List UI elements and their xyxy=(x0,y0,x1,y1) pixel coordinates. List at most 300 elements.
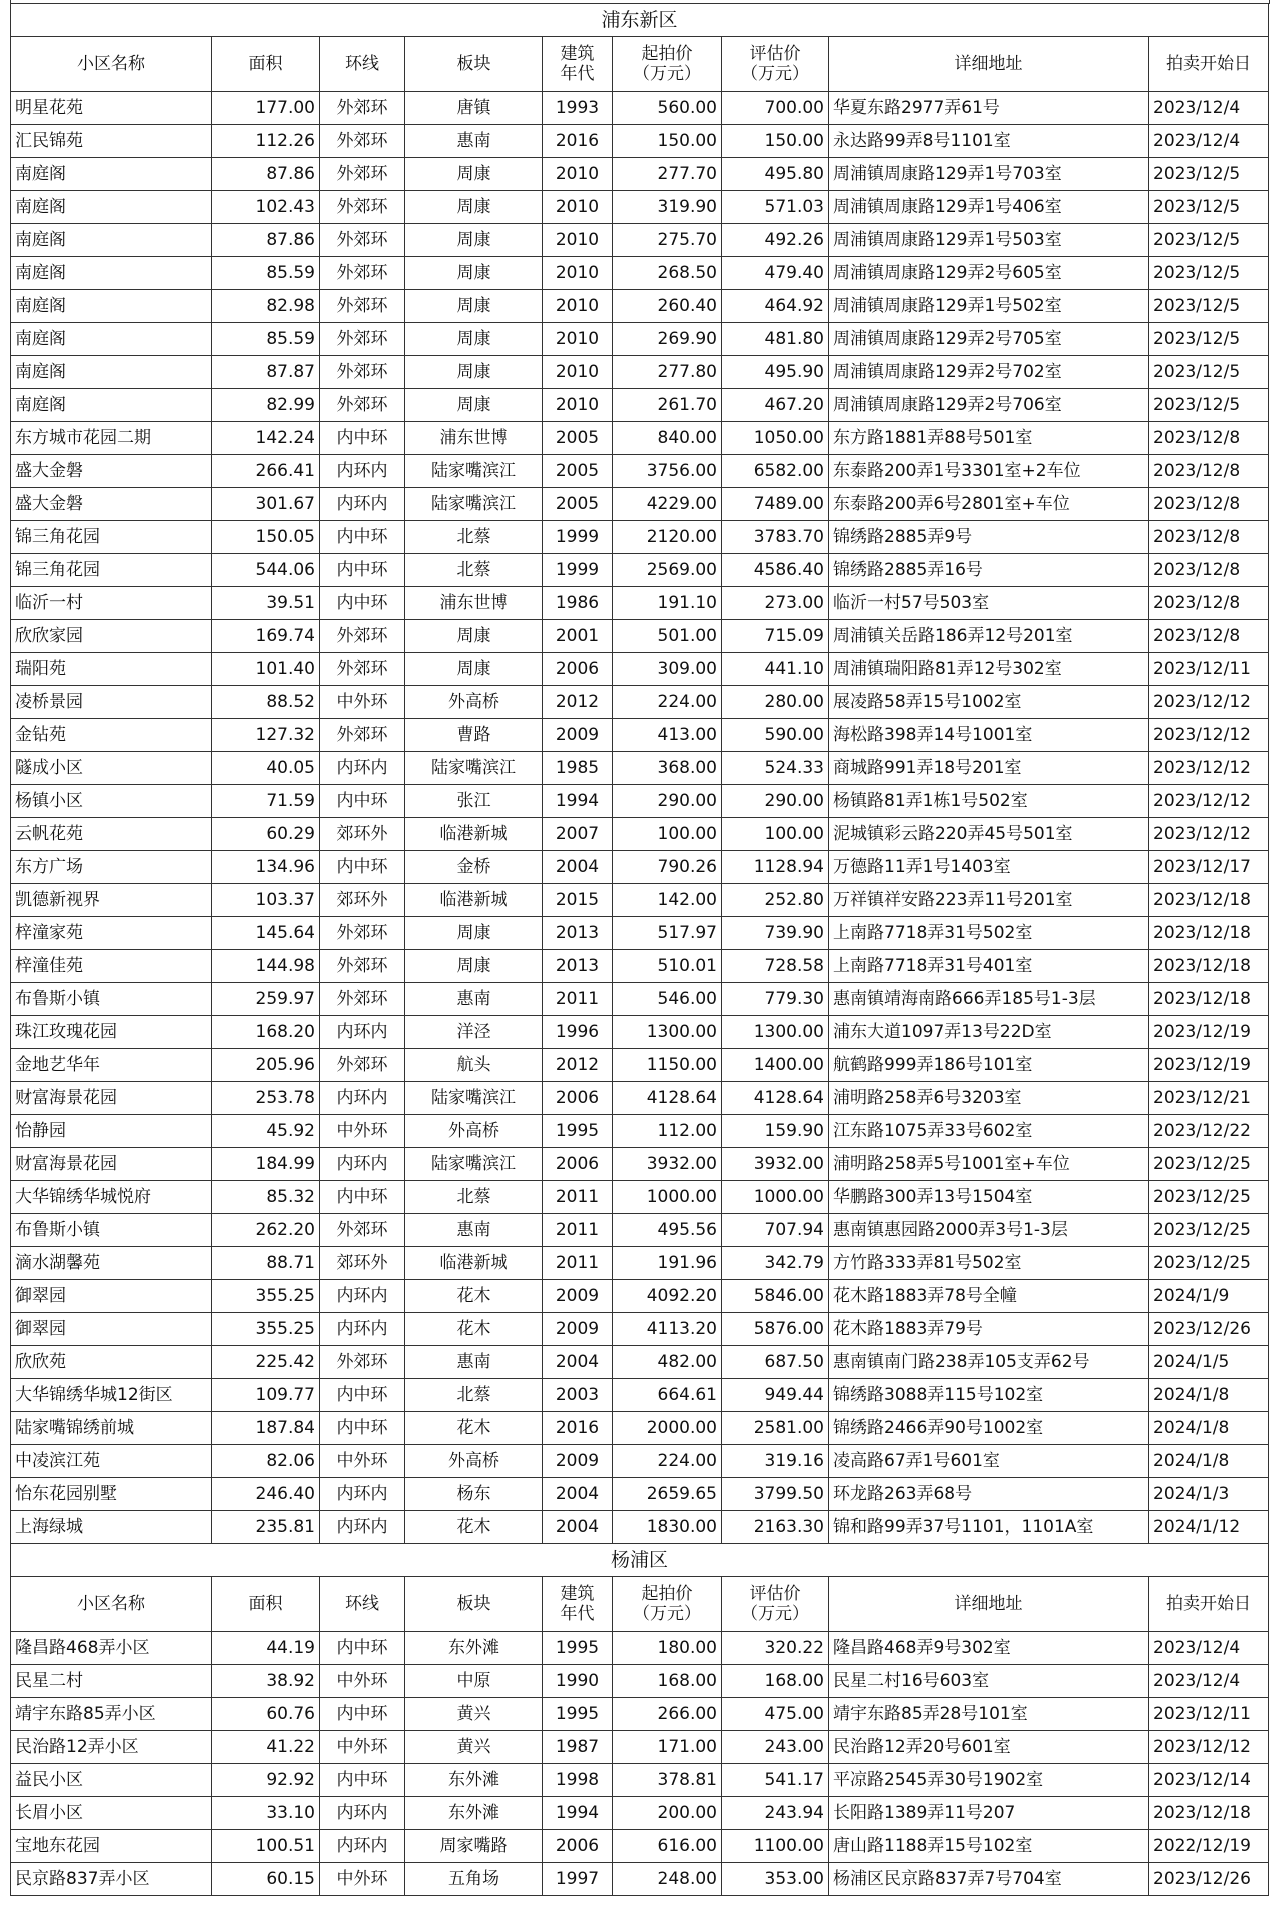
cell-assessed-price: 492.26 xyxy=(722,224,829,257)
cell-district: 外高桥 xyxy=(405,1115,543,1148)
cell-address: 平凉路2545弄30号1902室 xyxy=(829,1764,1149,1797)
cell-auction-start-date: 2023/12/5 xyxy=(1149,323,1269,356)
header-ring-road: 环线 xyxy=(320,1577,405,1632)
cell-auction-start-date: 2022/12/19 xyxy=(1149,1830,1269,1863)
cell-auction-start-date: 2023/12/11 xyxy=(1149,1698,1269,1731)
cell-assessed-price: 739.90 xyxy=(722,917,829,950)
cell-community-name: 南庭阁 xyxy=(11,224,212,257)
cell-starting-price: 224.00 xyxy=(613,686,722,719)
cell-starting-price: 517.97 xyxy=(613,917,722,950)
cell-community-name: 盛大金磐 xyxy=(11,488,212,521)
column-header-row xyxy=(11,37,1269,92)
table-row xyxy=(11,1511,1269,1544)
cell-address: 凌高路67弄1号601室 xyxy=(829,1445,1149,1478)
table-row xyxy=(11,785,1269,818)
header-address: 详细地址 xyxy=(829,37,1149,92)
header-community-name: 小区名称 xyxy=(11,1577,212,1632)
cell-district: 陆家嘴滨江 xyxy=(405,752,543,785)
cell-area: 109.77 xyxy=(212,1379,320,1412)
cell-ring-road: 内中环 xyxy=(320,1181,405,1214)
cell-area: 82.99 xyxy=(212,389,320,422)
cell-area: 88.52 xyxy=(212,686,320,719)
cell-ring-road: 内环内 xyxy=(320,1313,405,1346)
cell-auction-start-date: 2023/12/12 xyxy=(1149,1731,1269,1764)
cell-ring-road: 内中环 xyxy=(320,587,405,620)
cell-address: 商城路991弄18号201室 xyxy=(829,752,1149,785)
cell-community-name: 南庭阁 xyxy=(11,158,212,191)
cell-starting-price: 546.00 xyxy=(613,983,722,1016)
cell-district: 周康 xyxy=(405,323,543,356)
cell-district: 北蔡 xyxy=(405,521,543,554)
cell-district: 临港新城 xyxy=(405,1247,543,1280)
cell-build-year: 1996 xyxy=(543,1016,613,1049)
cell-assessed-price: 590.00 xyxy=(722,719,829,752)
cell-build-year: 2004 xyxy=(543,1346,613,1379)
cell-district: 曹路 xyxy=(405,719,543,752)
cell-build-year: 2005 xyxy=(543,488,613,521)
table-row xyxy=(11,950,1269,983)
cell-area: 39.51 xyxy=(212,587,320,620)
cell-community-name: 明星花苑 xyxy=(11,92,212,125)
cell-address: 上南路7718弄31号502室 xyxy=(829,917,1149,950)
cell-auction-start-date: 2023/12/25 xyxy=(1149,1247,1269,1280)
cell-ring-road: 内环内 xyxy=(320,1016,405,1049)
cell-auction-start-date: 2023/12/8 xyxy=(1149,488,1269,521)
cell-community-name: 金钻苑 xyxy=(11,719,212,752)
table-row xyxy=(11,884,1269,917)
cell-address: 杨浦区民京路837弄7号704室 xyxy=(829,1863,1149,1896)
cell-build-year: 2009 xyxy=(543,1280,613,1313)
cell-community-name: 杨镇小区 xyxy=(11,785,212,818)
cell-address: 周浦镇周康路129弄1号502室 xyxy=(829,290,1149,323)
table-row xyxy=(11,1181,1269,1214)
cell-address: 永达路99弄8号1101室 xyxy=(829,125,1149,158)
cell-area: 82.06 xyxy=(212,1445,320,1478)
cell-ring-road: 中外环 xyxy=(320,686,405,719)
header-district: 板块 xyxy=(405,37,543,92)
cell-auction-start-date: 2023/12/11 xyxy=(1149,653,1269,686)
cell-address: 航鹤路999弄186号101室 xyxy=(829,1049,1149,1082)
cell-address: 海松路398弄14号1001室 xyxy=(829,719,1149,752)
cell-build-year: 1995 xyxy=(543,1115,613,1148)
cell-area: 253.78 xyxy=(212,1082,320,1115)
cell-auction-start-date: 2023/12/8 xyxy=(1149,455,1269,488)
cell-district: 金桥 xyxy=(405,851,543,884)
cell-district: 周康 xyxy=(405,950,543,983)
cell-district: 花木 xyxy=(405,1313,543,1346)
cell-assessed-price: 150.00 xyxy=(722,125,829,158)
cell-area: 100.51 xyxy=(212,1830,320,1863)
cell-address: 周浦镇周康路129弄1号503室 xyxy=(829,224,1149,257)
cell-ring-road: 外郊环 xyxy=(320,257,405,290)
cell-community-name: 盛大金磐 xyxy=(11,455,212,488)
cell-area: 262.20 xyxy=(212,1214,320,1247)
cell-address: 长阳路1389弄11号207 xyxy=(829,1797,1149,1830)
cell-ring-road: 外郊环 xyxy=(320,620,405,653)
cell-area: 87.87 xyxy=(212,356,320,389)
cell-assessed-price: 273.00 xyxy=(722,587,829,620)
cell-address: 环龙路263弄68号 xyxy=(829,1478,1149,1511)
table-row xyxy=(11,752,1269,785)
cell-district: 周康 xyxy=(405,191,543,224)
table-row xyxy=(11,983,1269,1016)
cell-auction-start-date: 2023/12/14 xyxy=(1149,1764,1269,1797)
cell-district: 花木 xyxy=(405,1412,543,1445)
cell-community-name: 怡东花园别墅 xyxy=(11,1478,212,1511)
cell-area: 101.40 xyxy=(212,653,320,686)
cell-auction-start-date: 2023/12/25 xyxy=(1149,1214,1269,1247)
cell-build-year: 1993 xyxy=(543,92,613,125)
cell-starting-price: 2000.00 xyxy=(613,1412,722,1445)
cell-assessed-price: 4586.40 xyxy=(722,554,829,587)
cell-address: 靖宇东路85弄28号101室 xyxy=(829,1698,1149,1731)
column-header-row xyxy=(11,1577,1269,1632)
cell-community-name: 财富海景花园 xyxy=(11,1082,212,1115)
cell-starting-price: 790.26 xyxy=(613,851,722,884)
cell-starting-price: 100.00 xyxy=(613,818,722,851)
cell-address: 周浦镇周康路129弄2号702室 xyxy=(829,356,1149,389)
header-district: 板块 xyxy=(405,1577,543,1632)
cell-assessed-price: 541.17 xyxy=(722,1764,829,1797)
cell-address: 江东路1075弄33号602室 xyxy=(829,1115,1149,1148)
table-row xyxy=(11,1214,1269,1247)
cell-area: 40.05 xyxy=(212,752,320,785)
cell-auction-start-date: 2023/12/26 xyxy=(1149,1863,1269,1896)
cell-starting-price: 2659.65 xyxy=(613,1478,722,1511)
cell-auction-start-date: 2023/12/18 xyxy=(1149,1797,1269,1830)
cell-community-name: 布鲁斯小镇 xyxy=(11,1214,212,1247)
table-row xyxy=(11,851,1269,884)
cell-district: 周康 xyxy=(405,158,543,191)
cell-build-year: 2015 xyxy=(543,884,613,917)
cell-build-year: 1994 xyxy=(543,1797,613,1830)
cell-community-name: 民治路12弄小区 xyxy=(11,1731,212,1764)
cell-assessed-price: 168.00 xyxy=(722,1665,829,1698)
cell-area: 134.96 xyxy=(212,851,320,884)
cell-auction-start-date: 2023/12/5 xyxy=(1149,389,1269,422)
cell-starting-price: 168.00 xyxy=(613,1665,722,1698)
cell-ring-road: 外郊环 xyxy=(320,92,405,125)
cell-assessed-price: 280.00 xyxy=(722,686,829,719)
cell-auction-start-date: 2024/1/3 xyxy=(1149,1478,1269,1511)
cell-ring-road: 外郊环 xyxy=(320,950,405,983)
cell-area: 71.59 xyxy=(212,785,320,818)
cell-area: 168.20 xyxy=(212,1016,320,1049)
cell-district: 北蔡 xyxy=(405,1181,543,1214)
table-row xyxy=(11,92,1269,125)
cell-assessed-price: 728.58 xyxy=(722,950,829,983)
cell-assessed-price: 290.00 xyxy=(722,785,829,818)
table-row xyxy=(11,1247,1269,1280)
cell-ring-road: 外郊环 xyxy=(320,224,405,257)
table-row xyxy=(11,1082,1269,1115)
cell-starting-price: 191.10 xyxy=(613,587,722,620)
cell-auction-start-date: 2023/12/12 xyxy=(1149,686,1269,719)
cell-build-year: 2013 xyxy=(543,950,613,983)
cell-build-year: 2012 xyxy=(543,1049,613,1082)
cell-starting-price: 266.00 xyxy=(613,1698,722,1731)
cell-area: 266.41 xyxy=(212,455,320,488)
cell-area: 103.37 xyxy=(212,884,320,917)
cell-assessed-price: 1128.94 xyxy=(722,851,829,884)
cell-address: 锦绣路2885弄9号 xyxy=(829,521,1149,554)
table-row xyxy=(11,1478,1269,1511)
cell-assessed-price: 441.10 xyxy=(722,653,829,686)
cell-address: 隆昌路468弄9号302室 xyxy=(829,1632,1149,1665)
cell-community-name: 金地艺华年 xyxy=(11,1049,212,1082)
cell-district: 五角场 xyxy=(405,1863,543,1896)
cell-build-year: 2010 xyxy=(543,191,613,224)
cell-build-year: 1985 xyxy=(543,752,613,785)
cell-address: 惠南镇南门路238弄105支弄62号 xyxy=(829,1346,1149,1379)
table-row xyxy=(11,356,1269,389)
cell-ring-road: 内环内 xyxy=(320,1797,405,1830)
header-build-year: 建筑 年代 xyxy=(543,37,613,92)
cell-community-name: 东方城市花园二期 xyxy=(11,422,212,455)
cell-assessed-price: 3799.50 xyxy=(722,1478,829,1511)
cell-district: 临港新城 xyxy=(405,818,543,851)
cell-district: 东外滩 xyxy=(405,1632,543,1665)
cell-build-year: 2010 xyxy=(543,323,613,356)
table-row xyxy=(11,1412,1269,1445)
cell-address: 惠南镇惠园路2000弄3号1-3层 xyxy=(829,1214,1149,1247)
cell-ring-road: 内环内 xyxy=(320,1830,405,1863)
cell-area: 82.98 xyxy=(212,290,320,323)
cell-starting-price: 2569.00 xyxy=(613,554,722,587)
cell-community-name: 大华锦绣华城悦府 xyxy=(11,1181,212,1214)
cell-starting-price: 224.00 xyxy=(613,1445,722,1478)
table-row xyxy=(11,1016,1269,1049)
table-row xyxy=(11,125,1269,158)
cell-starting-price: 248.00 xyxy=(613,1863,722,1896)
cell-build-year: 1995 xyxy=(543,1698,613,1731)
cell-build-year: 1986 xyxy=(543,587,613,620)
cell-address: 浦明路258弄5号1001室+车位 xyxy=(829,1148,1149,1181)
property-auction-table xyxy=(10,3,1269,1896)
cell-starting-price: 2120.00 xyxy=(613,521,722,554)
cell-assessed-price: 3932.00 xyxy=(722,1148,829,1181)
cell-area: 112.26 xyxy=(212,125,320,158)
cell-auction-start-date: 2023/12/18 xyxy=(1149,950,1269,983)
cell-address: 唐山路1188弄15号102室 xyxy=(829,1830,1149,1863)
cell-ring-road: 外郊环 xyxy=(320,917,405,950)
header-auction-start-date: 拍卖开始日 xyxy=(1149,1577,1269,1632)
cell-build-year: 2009 xyxy=(543,719,613,752)
cell-address: 泥城镇彩云路220弄45号501室 xyxy=(829,818,1149,851)
cell-district: 周康 xyxy=(405,389,543,422)
cell-address: 花木路1883弄79号 xyxy=(829,1313,1149,1346)
cell-auction-start-date: 2023/12/12 xyxy=(1149,785,1269,818)
table-row xyxy=(11,1863,1269,1896)
cell-assessed-price: 319.16 xyxy=(722,1445,829,1478)
cell-auction-start-date: 2023/12/5 xyxy=(1149,224,1269,257)
cell-starting-price: 142.00 xyxy=(613,884,722,917)
table-row xyxy=(11,1698,1269,1731)
cell-ring-road: 外郊环 xyxy=(320,719,405,752)
cell-build-year: 2011 xyxy=(543,1214,613,1247)
cell-community-name: 凌桥景园 xyxy=(11,686,212,719)
cell-address: 民星二村16号603室 xyxy=(829,1665,1149,1698)
table-row xyxy=(11,1797,1269,1830)
cell-area: 355.25 xyxy=(212,1280,320,1313)
cell-area: 38.92 xyxy=(212,1665,320,1698)
cell-auction-start-date: 2023/12/18 xyxy=(1149,917,1269,950)
cell-assessed-price: 320.22 xyxy=(722,1632,829,1665)
table-row xyxy=(11,1313,1269,1346)
table-row xyxy=(11,1115,1269,1148)
cell-area: 87.86 xyxy=(212,224,320,257)
cell-district: 东外滩 xyxy=(405,1764,543,1797)
cell-community-name: 梓潼家苑 xyxy=(11,917,212,950)
cell-starting-price: 275.70 xyxy=(613,224,722,257)
cell-district: 惠南 xyxy=(405,1214,543,1247)
cell-starting-price: 4229.00 xyxy=(613,488,722,521)
cell-auction-start-date: 2023/12/4 xyxy=(1149,1632,1269,1665)
cell-community-name: 珠江玫瑰花园 xyxy=(11,1016,212,1049)
table-row xyxy=(11,653,1269,686)
cell-auction-start-date: 2024/1/12 xyxy=(1149,1511,1269,1544)
cell-starting-price: 277.80 xyxy=(613,356,722,389)
cell-assessed-price: 159.90 xyxy=(722,1115,829,1148)
table-row xyxy=(11,158,1269,191)
cell-district: 黄兴 xyxy=(405,1698,543,1731)
cell-ring-road: 中外环 xyxy=(320,1445,405,1478)
cell-district: 周康 xyxy=(405,917,543,950)
cell-area: 145.64 xyxy=(212,917,320,950)
cell-community-name: 民京路837弄小区 xyxy=(11,1863,212,1896)
cell-auction-start-date: 2023/12/8 xyxy=(1149,422,1269,455)
cell-ring-road: 内环内 xyxy=(320,1511,405,1544)
cell-district: 唐镇 xyxy=(405,92,543,125)
cell-district: 周康 xyxy=(405,620,543,653)
cell-build-year: 1998 xyxy=(543,1764,613,1797)
cell-build-year: 2006 xyxy=(543,1082,613,1115)
cell-assessed-price: 700.00 xyxy=(722,92,829,125)
cell-build-year: 2010 xyxy=(543,158,613,191)
cell-assessed-price: 949.44 xyxy=(722,1379,829,1412)
cell-district: 洋泾 xyxy=(405,1016,543,1049)
cell-area: 41.22 xyxy=(212,1731,320,1764)
cell-starting-price: 4128.64 xyxy=(613,1082,722,1115)
cell-community-name: 隆昌路468弄小区 xyxy=(11,1632,212,1665)
cell-build-year: 1995 xyxy=(543,1632,613,1665)
table-row xyxy=(11,323,1269,356)
cell-starting-price: 560.00 xyxy=(613,92,722,125)
cell-starting-price: 277.70 xyxy=(613,158,722,191)
cell-ring-road: 外郊环 xyxy=(320,1214,405,1247)
cell-auction-start-date: 2023/12/5 xyxy=(1149,158,1269,191)
cell-community-name: 欣欣苑 xyxy=(11,1346,212,1379)
cell-ring-road: 内中环 xyxy=(320,554,405,587)
cell-build-year: 2004 xyxy=(543,1478,613,1511)
cell-community-name: 东方广场 xyxy=(11,851,212,884)
cell-address: 展凌路58弄15号1002室 xyxy=(829,686,1149,719)
cell-auction-start-date: 2023/12/12 xyxy=(1149,752,1269,785)
table-row xyxy=(11,191,1269,224)
table-row xyxy=(11,1049,1269,1082)
cell-area: 60.29 xyxy=(212,818,320,851)
cell-starting-price: 319.90 xyxy=(613,191,722,224)
cell-area: 169.74 xyxy=(212,620,320,653)
cell-ring-road: 内中环 xyxy=(320,1698,405,1731)
header-starting-price: 起拍价 （万元） xyxy=(613,1577,722,1632)
cell-area: 225.42 xyxy=(212,1346,320,1379)
cell-area: 85.59 xyxy=(212,257,320,290)
cell-community-name: 南庭阁 xyxy=(11,356,212,389)
cell-ring-road: 内环内 xyxy=(320,1478,405,1511)
cell-ring-road: 外郊环 xyxy=(320,653,405,686)
cell-build-year: 1987 xyxy=(543,1731,613,1764)
cell-area: 127.32 xyxy=(212,719,320,752)
cell-district: 周康 xyxy=(405,224,543,257)
cell-district: 北蔡 xyxy=(405,554,543,587)
cell-assessed-price: 779.30 xyxy=(722,983,829,1016)
header-starting-price: 起拍价 （万元） xyxy=(613,37,722,92)
cell-community-name: 御翠园 xyxy=(11,1280,212,1313)
cell-ring-road: 中外环 xyxy=(320,1731,405,1764)
cell-community-name: 欣欣家园 xyxy=(11,620,212,653)
cell-area: 45.92 xyxy=(212,1115,320,1148)
cell-auction-start-date: 2023/12/12 xyxy=(1149,719,1269,752)
cell-auction-start-date: 2023/12/18 xyxy=(1149,983,1269,1016)
cell-starting-price: 180.00 xyxy=(613,1632,722,1665)
cell-address: 锦绣路2885弄16号 xyxy=(829,554,1149,587)
cell-build-year: 2011 xyxy=(543,983,613,1016)
cell-address: 周浦镇周康路129弄2号605室 xyxy=(829,257,1149,290)
cell-assessed-price: 342.79 xyxy=(722,1247,829,1280)
cell-build-year: 2011 xyxy=(543,1181,613,1214)
cell-district: 花木 xyxy=(405,1511,543,1544)
cell-starting-price: 510.01 xyxy=(613,950,722,983)
cell-starting-price: 260.40 xyxy=(613,290,722,323)
cell-assessed-price: 3783.70 xyxy=(722,521,829,554)
table-row xyxy=(11,1731,1269,1764)
cell-address: 民治路12弄20号601室 xyxy=(829,1731,1149,1764)
cell-assessed-price: 495.80 xyxy=(722,158,829,191)
cell-community-name: 长眉小区 xyxy=(11,1797,212,1830)
cell-ring-road: 外郊环 xyxy=(320,389,405,422)
cell-community-name: 上海绿城 xyxy=(11,1511,212,1544)
header-assessed-price: 评估价 （万元） xyxy=(722,1577,829,1632)
cell-auction-start-date: 2023/12/26 xyxy=(1149,1313,1269,1346)
cell-starting-price: 616.00 xyxy=(613,1830,722,1863)
cell-ring-road: 郊环外 xyxy=(320,1247,405,1280)
cell-area: 44.19 xyxy=(212,1632,320,1665)
cell-build-year: 2010 xyxy=(543,290,613,323)
cell-ring-road: 内中环 xyxy=(320,851,405,884)
cell-assessed-price: 524.33 xyxy=(722,752,829,785)
cell-address: 浦明路258弄6号3203室 xyxy=(829,1082,1149,1115)
cell-district: 临港新城 xyxy=(405,884,543,917)
cell-starting-price: 664.61 xyxy=(613,1379,722,1412)
cell-assessed-price: 7489.00 xyxy=(722,488,829,521)
cell-assessed-price: 5876.00 xyxy=(722,1313,829,1346)
cell-assessed-price: 2581.00 xyxy=(722,1412,829,1445)
cell-address: 方竹路333弄81号502室 xyxy=(829,1247,1149,1280)
cell-build-year: 2009 xyxy=(543,1445,613,1478)
cell-auction-start-date: 2023/12/4 xyxy=(1149,1665,1269,1698)
cell-build-year: 1997 xyxy=(543,1863,613,1896)
cell-ring-road: 内环内 xyxy=(320,488,405,521)
cell-district: 花木 xyxy=(405,1280,543,1313)
table-row xyxy=(11,1665,1269,1698)
cell-community-name: 瑞阳苑 xyxy=(11,653,212,686)
cell-starting-price: 150.00 xyxy=(613,125,722,158)
cell-auction-start-date: 2023/12/25 xyxy=(1149,1148,1269,1181)
cell-auction-start-date: 2023/12/4 xyxy=(1149,125,1269,158)
cell-auction-start-date: 2023/12/17 xyxy=(1149,851,1269,884)
cell-ring-road: 内环内 xyxy=(320,752,405,785)
